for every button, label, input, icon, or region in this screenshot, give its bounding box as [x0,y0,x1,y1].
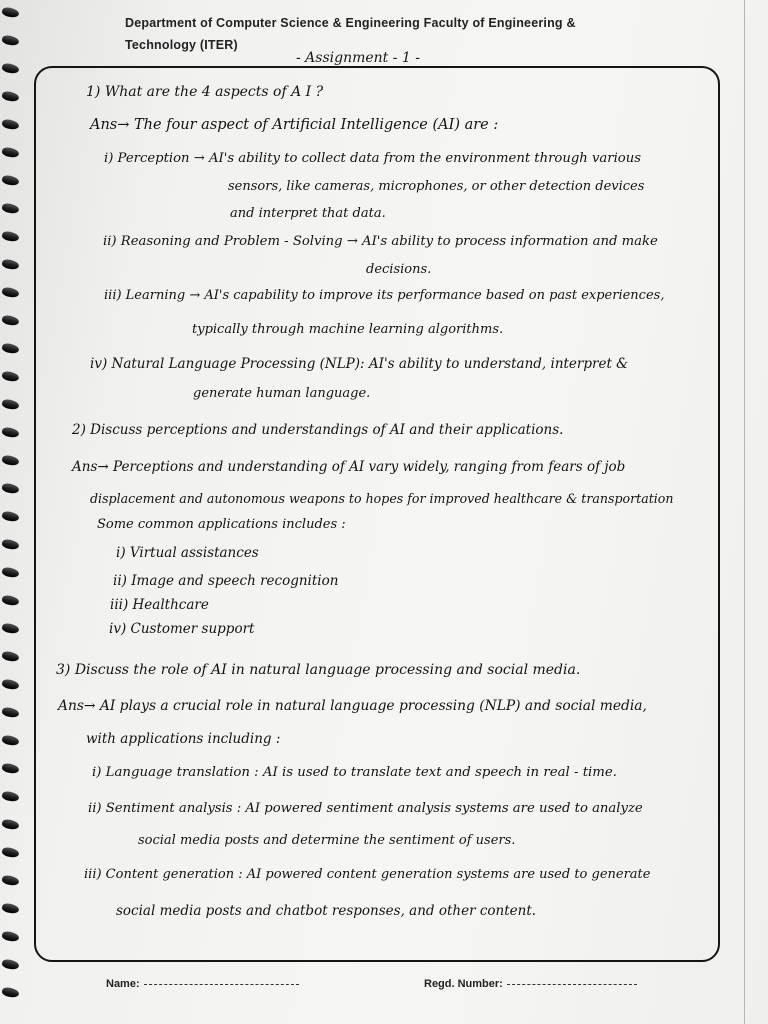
q2-list-item: iii) Healthcare [110,597,209,613]
q1-item-line: and interpret that data. [230,206,386,221]
q3-list-item: iii) Content generation : AI powered content generation systems are used to generate [84,867,651,882]
q3-list-item: social media posts and determine the sentiment of users. [138,833,516,848]
q1-question: 1) What are the 4 aspects of A I ? [86,84,324,100]
name-label: Name: [106,978,140,990]
q2-question: 2) Discuss perceptions and understandings of AI and their applications. [72,422,564,438]
page-edge [744,0,745,1024]
q2-answer-line: Some common applications includes : [97,517,346,532]
header-line-1: Department of Computer Science & Engineering Faculty of Engineering & [125,16,576,30]
q1-item-line: decisions. [366,262,432,277]
answer-frame [34,66,720,962]
regd-number-field [424,978,637,990]
assignment-title: - Assignment - 1 - [295,50,421,66]
q2-list-item: iv) Customer support [109,621,255,637]
q1-item-line: i) Perception → AI's ability to collect data from the environment through various [104,151,642,166]
q1-item-line: sensors, like cameras, microphones, or other detection devices [228,179,645,194]
q2-answer-line: displacement and autonomous weapons to hopes for improved healthcare & transportation [90,491,674,506]
regd-number-label: Regd. Number: [424,978,503,990]
spiral-binding [0,0,24,1024]
q3-question: 3) Discuss the role of AI in natural language processing and social media. [56,662,581,678]
q1-item-line: iv) Natural Language Processing (NLP): AI's ability to understand, interpret & [90,356,629,372]
q1-item-line: generate human language. [193,386,371,401]
q3-list-item: i) Language translation : AI is used to translate text and speech in real - time. [92,765,617,780]
name-field [106,978,299,990]
regd-blank-line [507,983,637,985]
q2-list-item: ii) Image and speech recognition [113,573,339,589]
q1-item-line: ii) Reasoning and Problem - Solving → AI's ability to process information and make [103,234,658,249]
name-blank-line [144,983,299,985]
q1-item-line: iii) Learning → AI's capability to improve its performance based on past experiences, [104,288,665,303]
q2-list-item: i) Virtual assistances [116,545,259,561]
q3-list-item: ii) Sentiment analysis : AI powered sentiment analysis systems are used to analyze [88,801,643,816]
header-line-2: Technology (ITER) [125,38,238,52]
q3-answer-line: with applications including : [86,731,281,747]
q2-answer-line: Ans→ Perceptions and understanding of AI vary widely, ranging from fears of job [72,459,626,475]
q1-item-line: typically through machine learning algorithms. [192,322,504,337]
q3-list-item: social media posts and chatbot responses, and other content. [116,903,537,919]
q1-answer-intro: Ans→ The four aspect of Artificial Intelligence (AI) are : [90,117,499,133]
q3-answer-line: Ans→ AI plays a crucial role in natural language processing (NLP) and social media, [58,698,647,714]
